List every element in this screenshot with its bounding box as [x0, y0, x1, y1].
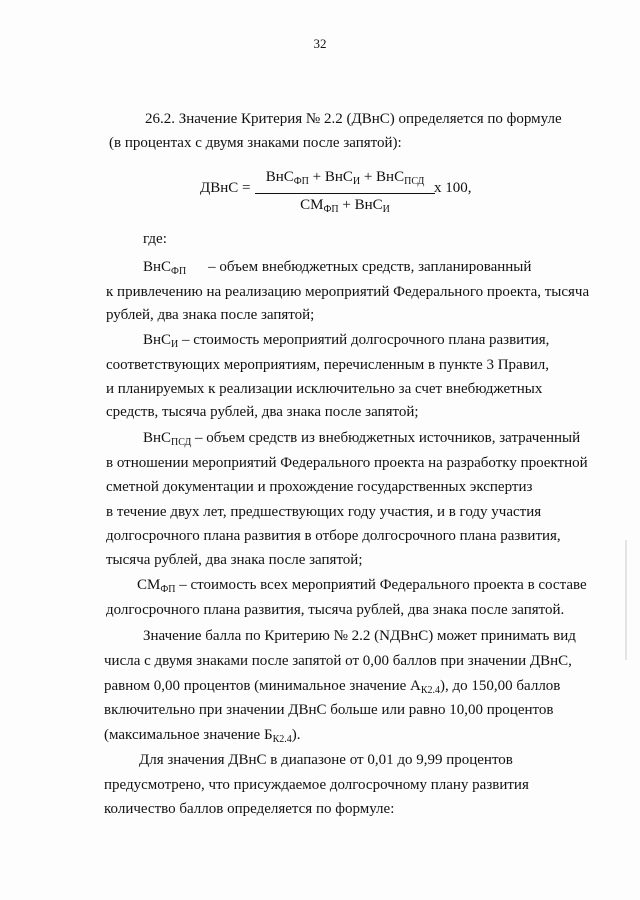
score-paragraph-line-3: равном 0,00 процентов (минимальное значение $А_{К2.4}$), до 150,00 баллов [104, 678, 561, 696]
definition-3-line-1: ВнС$_{ПСД}$ – объем средств из внебюджетных источников, затраченный [143, 430, 581, 448]
score-paragraph-line-4: включительно при значении ДВнС больше или равно 10,00 процентов [104, 702, 554, 718]
definition-4-line-1: $СМ_{ФП}$ – стоимость всех мероприятий Федерального проекта в составе [137, 577, 587, 595]
definition-3-line-5: долгосрочного плана развития в отборе долгосрочного плана развития, [106, 528, 561, 544]
definition-3-line-2: в отношении мероприятий Федерального проекта на разработку проектной [106, 455, 588, 471]
page-number: 32 [313, 36, 327, 51]
formula-fraction [255, 168, 435, 219]
score-paragraph-line-1: Значение балла по Критерию № 2.2 (NДВнС) может принимать вид [143, 628, 576, 644]
range-paragraph-line-2: предусмотрено, что присуждаемое долгосрочному плану развития [104, 777, 529, 793]
range-paragraph-line-1: Для значения ДВнС в диапазоне от 0,01 до 9,99 процентов [139, 752, 513, 768]
fraction-bar [255, 193, 435, 194]
formula-numerator: ВнС$_{ФП}$ + ВнС$_И$ + ВнС$_{ПСД}$ [265, 169, 425, 187]
definition-2-line-1: ВнС$_И$ – стоимость мероприятий долгосрочного плана развития, [143, 332, 550, 350]
definition-3-line-6: тысяча рублей, два знака после запятой; [106, 552, 363, 568]
formula-denominator: $СМ_{ФП} + ВнС_И$ [300, 197, 390, 215]
definition-2-line-2: соответствующих мероприятиям, перечисленным в пункте 3 Правил, [106, 357, 550, 373]
formula-lhs: ДВнС = [200, 180, 251, 196]
definition-1-line-3: рублей, два знака после запятой; [106, 307, 315, 323]
range-paragraph-line-3: количество баллов определяется по формуле: [104, 801, 395, 817]
definition-2-line-3: и планируемых к реализации исключительно за счет внебюджетных [106, 381, 543, 397]
definition-1-line-1: ВнС$_{ФП}$ – объем внебюджетных средств, запланированный [143, 259, 532, 277]
score-paragraph-line-2: числа с двумя знаками после запятой от 0,00 баллов при значении ДВнС, [104, 653, 572, 669]
score-paragraph-line-5: (максимальное значение $Б_{К2.4}$). [104, 727, 301, 745]
definition-3-line-3: сметной документации и прохождение государственных экспертиз [106, 479, 533, 495]
where-label: где: [143, 231, 167, 247]
definition-4-line-2: долгосрочного плана развития, тысяча рублей, два знака после запятой. [106, 602, 565, 618]
definition-2-line-4: средств, тысяча рублей, два знака после запятой; [106, 404, 419, 420]
scan-edge-shadow [625, 540, 627, 660]
paragraph-heading-line-2: (в процентах с двумя знаками после запятой): [109, 135, 402, 151]
paragraph-heading-line-1: 26.2. Значение Критерия № 2.2 (ДВнС) определяется по формуле [145, 111, 562, 127]
definition-3-line-4: в течение двух лет, предшествующих году участия, и в году участия [106, 504, 542, 520]
definition-1-line-2: к привлечению на реализацию мероприятий Федерального проекта, тысяча [106, 284, 590, 300]
formula-multiplier: х 100, [434, 180, 472, 196]
